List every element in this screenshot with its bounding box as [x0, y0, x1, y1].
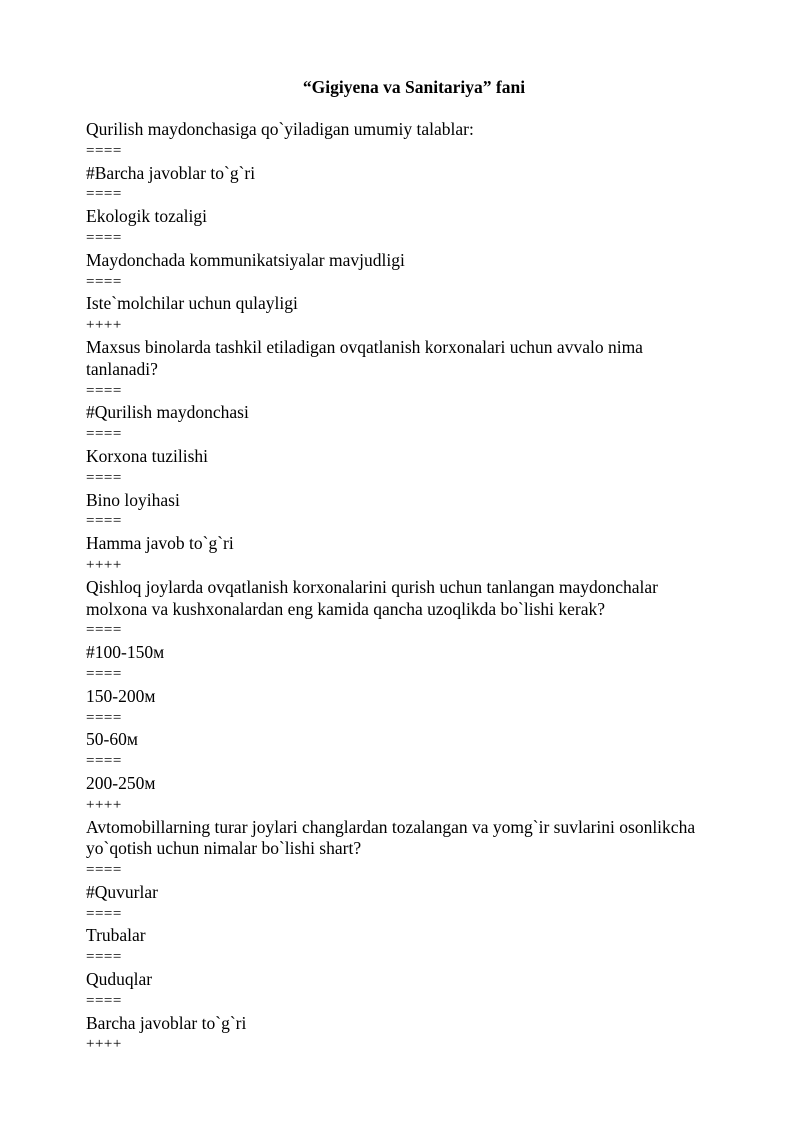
- text-line: Bino loyihasi: [86, 489, 180, 510]
- document-body: [86, 119, 756, 1056]
- separator-line: ====: [86, 229, 122, 246]
- text-line: Maxsus binolarda tashkil etiladigan ovqatlanish korxonalari uchun avvalo nima: [86, 336, 643, 357]
- text-line: tanlanadi?: [86, 358, 158, 379]
- separator-line: ====: [86, 273, 122, 290]
- separator-line: ====: [86, 513, 122, 530]
- text-line: 50-60м: [86, 729, 138, 750]
- separator-line: ====: [86, 992, 122, 1009]
- text-line: 150-200м: [86, 685, 156, 706]
- text-line: Barcha javoblar to`g`ri: [86, 1012, 247, 1033]
- separator-line: ====: [86, 426, 122, 443]
- text-line: 200-250м: [86, 772, 156, 793]
- separator-line: ====: [86, 186, 122, 203]
- separator-line: ====: [86, 905, 122, 922]
- text-line: Ekologik tozaligi: [86, 206, 208, 227]
- separator-line: ====: [86, 469, 122, 486]
- separator-line: ====: [86, 665, 122, 682]
- text-line: Korxona tuzilishi: [86, 445, 208, 466]
- text-line: Avtomobillarning turar joylari changlardan tozalangan va yomg`ir suvlarini osonlikcha: [86, 816, 696, 837]
- text-line: yo`qotish uchun nimalar bo`lishi shart?: [86, 838, 362, 859]
- separator-line: ++++: [86, 796, 122, 813]
- text-line: #Qurilish maydonchasi: [86, 402, 249, 423]
- separator-line: ====: [86, 709, 122, 726]
- separator-line: ====: [86, 862, 122, 879]
- separator-line: ++++: [86, 317, 122, 334]
- text-line: Maydonchada kommunikatsiyalar mavjudligi: [86, 249, 405, 270]
- separator-line: ====: [86, 142, 122, 159]
- separator-line: ++++: [86, 556, 122, 573]
- separator-line: ++++: [86, 1036, 122, 1053]
- separator-line: ====: [86, 949, 122, 966]
- text-line: Hamma javob to`g`ri: [86, 533, 234, 554]
- separator-line: ====: [86, 622, 122, 639]
- separator-line: ====: [86, 753, 122, 770]
- separator-line: ====: [86, 382, 122, 399]
- text-line: Qishloq joylarda ovqatlanish korxonalarini qurish uchun tanlangan maydonchalar: [86, 576, 659, 597]
- text-line: Quduqlar: [86, 969, 153, 990]
- text-line: Qurilish maydonchasiga qo`yiladigan umumiy talablar:: [86, 119, 474, 139]
- text-line: Iste`molchilar uchun qulayligi: [86, 293, 298, 314]
- text-line: #Barcha javoblar to`g`ri: [86, 162, 256, 183]
- text-line: Trubalar: [86, 925, 146, 946]
- text-line: molxona va kushxonalardan eng kamida qancha uzoqlikda bo`lishi kerak?: [86, 598, 606, 619]
- text-line: #100-150м: [86, 642, 165, 663]
- text-line: #Quvurlar: [86, 881, 158, 902]
- document-title: “Gigiyena va Sanitariya” fani: [302, 77, 526, 97]
